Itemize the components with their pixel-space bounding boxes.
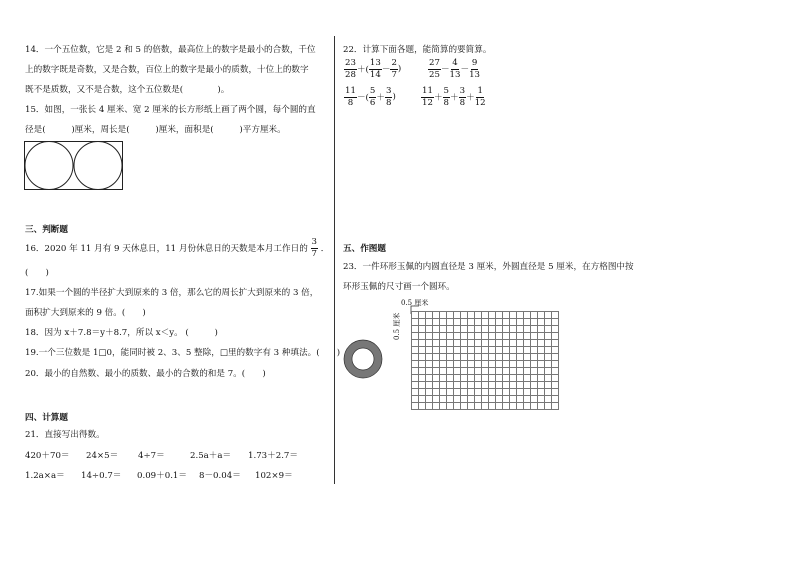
operator: － (440, 65, 450, 76)
q23-line1: 23．一件环形玉佩的内圆直径是 3 厘米，外圆直径是 5 厘米，在方格图中按 (343, 262, 634, 272)
q19: 19.一个三位数是 1□0，能同时被 2、3、5 整除，□里的数字有 3 种填法。( ) (25, 348, 341, 358)
operator: ) (397, 64, 402, 75)
frac-num: 27 (429, 58, 440, 68)
operator: ＋ (433, 93, 443, 104)
q14-line1: 14．一个五位数，它是 2 和 5 的倍数，最高位上的数字是最小的合数，千位 (25, 45, 316, 55)
frac (443, 87, 450, 107)
q16-tail: ． (320, 244, 330, 255)
frac (475, 87, 486, 107)
frac (428, 59, 441, 79)
calc-item: 1.2a×a＝ (25, 471, 65, 481)
frac-num: 3 (385, 86, 392, 96)
section3-heading: 三、判断题 (25, 225, 68, 235)
calc-item: 1.73＋2.7＝ (248, 451, 298, 461)
frac (421, 87, 434, 107)
q16-answer-paren: ( ) (25, 268, 49, 278)
calc-item: 8－0.04＝ (199, 471, 241, 481)
frac-den: 8 (347, 97, 354, 108)
frac-num: 4 (452, 58, 458, 68)
expression-1 (344, 59, 401, 79)
rectangle-two-circles-figure (24, 141, 124, 191)
frac (459, 87, 466, 107)
frac (369, 87, 376, 107)
frac-den: 14 (369, 69, 381, 80)
frac-num: 11 (422, 86, 433, 96)
frac-den: 6 (369, 97, 376, 108)
calc-item: 102×9＝ (255, 471, 293, 481)
calc-item: 420＋70＝ (25, 451, 70, 461)
frac-num: 11 (345, 86, 356, 96)
frac-num: 9 (471, 58, 478, 68)
frac (344, 59, 357, 79)
frac-num: 1 (477, 86, 483, 96)
q21: 21．直接写出得数。 (25, 430, 105, 440)
section5-heading: 五、作图题 (343, 244, 386, 254)
frac-num: 3 (311, 237, 317, 247)
grid-side-scale-label: 0.5 厘米 (393, 312, 401, 340)
section4-heading: 四、计算题 (25, 413, 68, 423)
frac-num: 23 (345, 58, 356, 68)
grid-top-scale-label: 0.5 厘米 (401, 299, 429, 307)
frac (369, 59, 382, 79)
calc-item: 24×5＝ (86, 451, 119, 461)
frac-num: 2 (391, 58, 397, 68)
frac (390, 59, 397, 79)
frac-num: 5 (443, 86, 450, 96)
ring-pendant-figure (343, 339, 383, 379)
frac-num: 3 (459, 86, 466, 96)
frac (469, 59, 480, 79)
operator: ) (392, 92, 396, 103)
operator: －( (356, 93, 369, 104)
operator: － (460, 65, 470, 76)
operator: ＋ (376, 93, 385, 104)
q14-line2: 上的数字既是奇数，又是合数，百位上的数字是最小的质数，十位上的数字 (25, 65, 309, 75)
frac (344, 87, 357, 107)
operator: ＋( (356, 65, 369, 76)
frac-den: 8 (443, 97, 450, 108)
q20: 20．最小的自然数、最小的质数、最小的合数的和是 7。( ) (25, 369, 266, 379)
q22: 22．计算下面各题，能简算的要简算。 (343, 45, 492, 55)
q14-line3: 既不是质数，又不是合数，这个五位数是( )。 (25, 85, 230, 95)
frac-den: 12 (474, 97, 486, 108)
frac-den: 13 (469, 69, 481, 80)
q15-line2: 径是( )厘米，周长是( )厘米，面积是( )平方厘米。 (25, 125, 286, 135)
frac-den: 12 (422, 97, 433, 108)
q15-line1: 15．如图，一张长 4 厘米、宽 2 厘米的长方形纸上画了两个圆，每个圆的直 (25, 105, 316, 115)
frac-den: 13 (449, 69, 461, 80)
frac-den: 28 (345, 69, 356, 80)
frac-den: 7 (311, 248, 317, 259)
calc-item: 4÷7＝ (138, 451, 165, 461)
left-circle (25, 142, 73, 190)
operator: ＋ (466, 93, 475, 104)
square-grid (411, 311, 559, 410)
calc-item: 0.09＋0.1＝ (137, 471, 187, 481)
frac-num: 13 (369, 58, 381, 68)
frac-num: 5 (369, 86, 376, 96)
q16-line1 (25, 238, 329, 258)
q17-line1: 17.如果一个圆的半径扩大到原来的 3 倍，那么它的周长扩大到原来的 3 倍， (25, 288, 319, 298)
calc-item: 2.5a＋a＝ (190, 451, 232, 461)
q16-text: 16．2020 年 11 月有 9 天休息日，11 月份休息日的天数是本月工作日的 (25, 244, 308, 255)
frac-den: 8 (459, 97, 466, 108)
expression-4 (421, 87, 486, 107)
expression-3 (344, 87, 396, 107)
operator: ＋ (450, 93, 459, 104)
column-divider (334, 36, 335, 484)
frac-den: 7 (391, 69, 397, 80)
operator: － (381, 65, 391, 76)
q16-fraction (311, 238, 318, 258)
right-circle (74, 142, 122, 190)
frac-den: 25 (429, 69, 440, 80)
frac (385, 87, 392, 107)
frac-den: 8 (385, 97, 392, 108)
calc-item: 14÷0.7＝ (81, 471, 122, 481)
expression-2 (428, 59, 480, 79)
q17-line2: 面积扩大到原来的 9 倍。( ) (25, 308, 146, 318)
q18: 18．因为 x＋7.8＝y＋8.7，所以 x＜y。 ( ) (25, 328, 218, 338)
q23-line2: 环形玉佩的尺寸画一个圆环。 (343, 282, 455, 292)
frac (450, 59, 461, 79)
